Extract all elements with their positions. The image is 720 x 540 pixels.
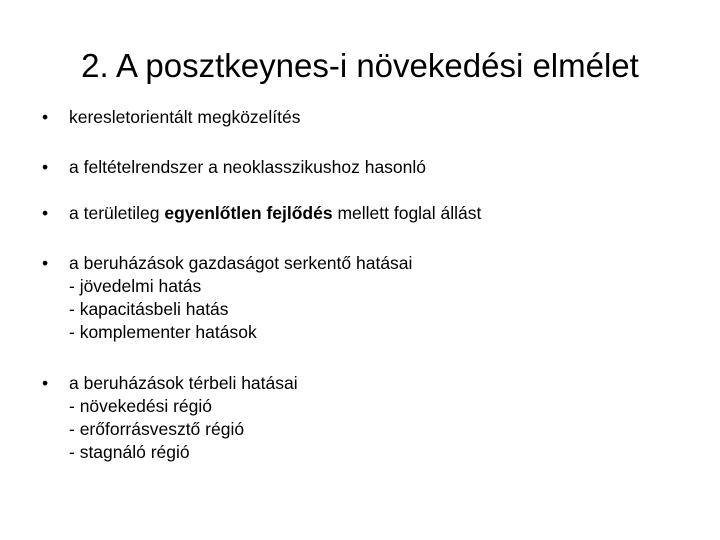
- slide-title: 2. A posztkeynes-i növekedési elmélet: [81, 47, 639, 84]
- bullet-text: [69, 372, 699, 464]
- sub-item: - jövedelmi hatás: [69, 276, 202, 296]
- bullet-text-emphasis: egyenlőtlen fejlődés: [164, 203, 333, 223]
- bullet-marker: •: [42, 157, 49, 177]
- bullet-text: keresletorientált megközelítés: [69, 107, 301, 127]
- bullet-marker: •: [42, 373, 49, 393]
- bullet-marker: •: [42, 253, 49, 273]
- bullet-main-line: a beruházások térbeli hatásai: [69, 373, 298, 393]
- bullet-marker: •: [42, 107, 49, 127]
- sub-item: - növekedési régió: [69, 396, 212, 416]
- sub-item: - kapacitásbeli hatás: [69, 299, 229, 319]
- bullet-text-plain: mellett foglal állást: [332, 203, 482, 223]
- bullet-text: [69, 252, 699, 344]
- bullet-marker: •: [42, 203, 49, 223]
- bullet-main-line: a beruházások gazdaságot serkentő hatásai: [69, 253, 413, 273]
- sub-item: - komplementer hatások: [69, 322, 257, 342]
- bullet-text: a feltételrendszer a neoklasszikushoz hasonló: [69, 157, 427, 177]
- bullet-text: [69, 202, 699, 225]
- sub-item: - erőforrásvesztő régió: [69, 419, 245, 439]
- sub-item: - stagnáló régió: [69, 442, 190, 462]
- bullet-text-plain: a területileg: [69, 203, 165, 223]
